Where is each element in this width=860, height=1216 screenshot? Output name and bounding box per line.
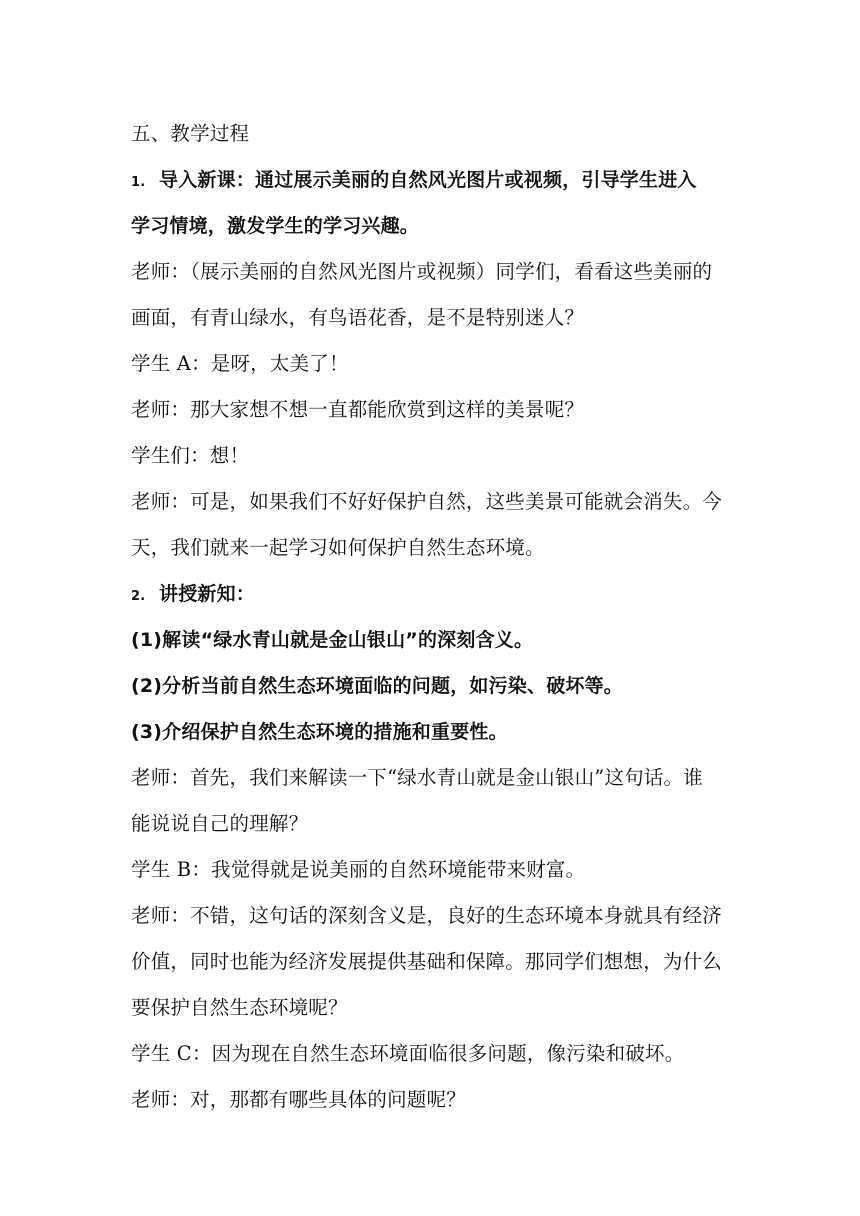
dialogue-line: 老师：（展示美丽的自然风光图片或视频）同学们，看看这些美丽的 [131,260,713,283]
section-title: 五、教学过程 [131,122,250,145]
item-1-line-1 [131,157,731,203]
dialogue-line: 老师：不错，这句话的深刻含义是，良好的生态环境本身就具有经济 [131,904,723,927]
dialogue-line: 老师：对，那都有哪些具体的问题呢？ [131,1088,466,1111]
subitem-3: (3)介绍保护自然生态环境的措施和重要性。 [131,721,508,743]
dialogue-line: 画面，有青山绿水，有鸟语花香，是不是特别迷人？ [131,306,585,329]
dialogue-line: 天，我们就来一起学习如何保护自然生态环境。 [131,536,545,559]
dialogue-line: 老师：那大家想不想一直都能欣赏到这样的美景呢？ [131,398,585,421]
dialogue-line: 学生 C：因为现在自然生态环境面临很多问题，像污染和破坏。 [131,1042,685,1065]
dialogue-line: 要保护自然生态环境呢？ [131,996,348,1019]
dialogue-line: 学生 B：我觉得就是说美丽的自然环境能带来财富。 [131,858,586,881]
dialogue-line: 老师：首先，我们来解读一下“绿水青山就是金山银山”这句话。谁 [131,766,703,789]
document-page [131,111,731,1123]
subitem-2: (2)分析当前自然生态环境面临的问题，如污染、破坏等。 [131,675,623,697]
item-2-heading [131,571,731,617]
dialogue-line: 价值，同时也能为经济发展提供基础和保障。那同学们想想，为什么 [131,950,723,973]
dialogue-line: 学生 A：是呀，太美了！ [131,352,349,375]
dialogue-line: 学生们：想！ [131,444,250,467]
dialogue-line: 老师：可是，如果我们不好好保护自然，这些美景可能就会消失。今 [131,490,723,513]
item-1-number: 1. [131,175,146,190]
item-1-line-2: 学习情境，激发学生的学习兴趣。 [131,215,420,237]
subitem-1: (1)解读“绿水青山就是金山银山”的深刻含义。 [131,629,534,651]
item-1-text: 导入新课：通过展示美丽的自然风光图片或视频，引导学生进入 [159,169,697,191]
dialogue-line: 能说说自己的理解？ [131,812,309,835]
item-2-title: 讲授新知： [159,583,256,605]
item-2-number: 2. [131,589,146,604]
